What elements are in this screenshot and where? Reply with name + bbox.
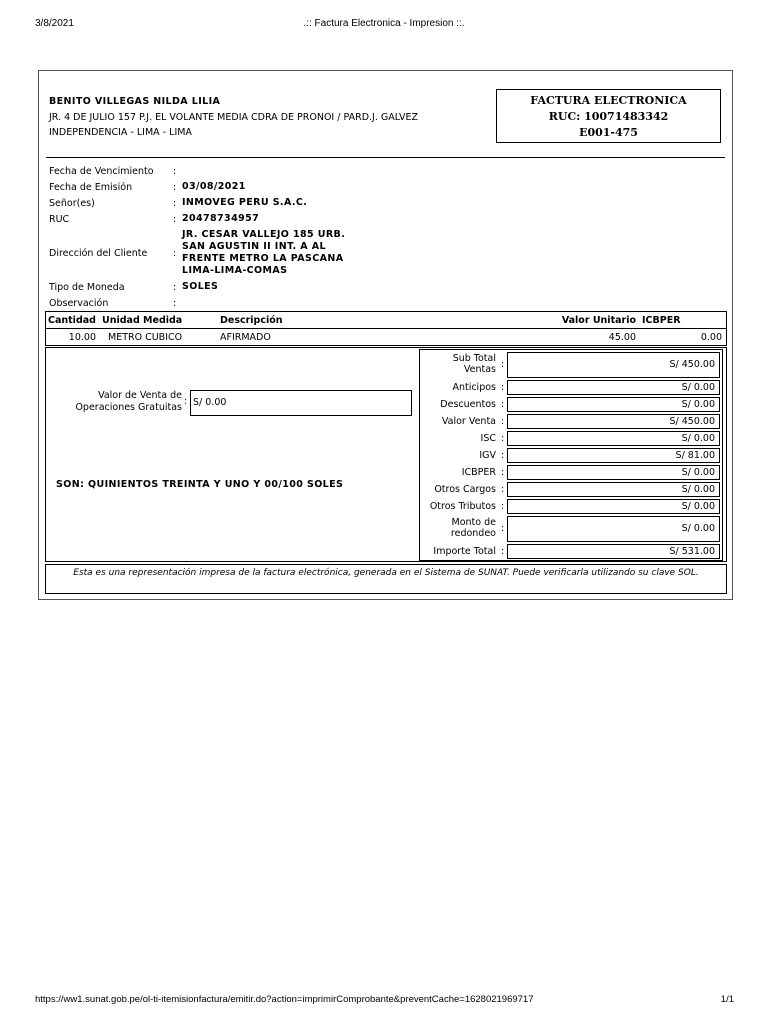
field-label: Observación [49, 297, 109, 309]
total-value: S/ 81.00 [507, 448, 720, 463]
issuer-block [49, 96, 449, 139]
field-row: Fecha de Vencimiento : [49, 165, 177, 177]
items-table [45, 311, 727, 346]
total-value: S/ 450.00 [507, 414, 720, 429]
cell-unidad: METRO CUBICO [108, 331, 183, 343]
total-row: Sub Total Ventas : S/ 450.00 [420, 352, 724, 378]
cell-icbper: 0.00 [700, 331, 722, 343]
sunat-note: Esta es una representación impresa de la factura electrónica, generada en el Sistema de SUNAT. Puede verificarla utilizando su clave SOL. [45, 564, 727, 594]
total-row: Valor Venta : S/ 450.00 [420, 414, 724, 429]
issuer-district: INDEPENDENCIA - LIMA - LIMA [49, 127, 192, 138]
field-row: Señor(es) : INMOVEG PERU S.A.C. [49, 197, 308, 209]
total-row: Importe Total : S/ 531.00 [420, 544, 724, 559]
header-descripcion: Descripción [220, 314, 283, 326]
field-value: JR. CESAR VALLEJO 185 URB. SAN AGUSTIN II INT. A AL FRENTE METRO LA PASCANA LIMA-LIMA-COMAS [182, 229, 346, 276]
total-label: Valor Venta [441, 416, 496, 427]
header-cantidad: Cantidad [48, 314, 96, 326]
invoice-fields [49, 163, 469, 311]
field-value: 03/08/2021 [182, 181, 246, 192]
total-value: S/ 0.00 [507, 465, 720, 480]
print-title: .:: Factura Electronica - Impresion ::. [303, 18, 465, 29]
header-unidad: Unidad Medida [102, 314, 183, 326]
amount-in-words: SON: QUINIENTOS TREINTA Y UNO Y 00/100 SOLES [56, 479, 344, 490]
cell-descripcion: AFIRMADO [220, 331, 271, 343]
document-number: E001-475 [579, 126, 638, 139]
table-row [46, 329, 726, 345]
total-row: ISC : S/ 0.00 [420, 431, 724, 446]
total-label: Sub Total Ventas [452, 353, 496, 375]
total-value: S/ 0.00 [507, 397, 720, 412]
total-label: Anticipos [452, 382, 496, 393]
total-value: S/ 0.00 [507, 516, 720, 542]
field-row: Tipo de Moneda : SOLES [49, 281, 219, 293]
field-row: RUC : 20478734957 [49, 213, 260, 225]
field-value: INMOVEG PERU S.A.C. [182, 197, 308, 208]
total-row: Anticipos : S/ 0.00 [420, 380, 724, 395]
gratuitas-label: Valor de Venta de Operaciones Gratuitas [75, 390, 182, 413]
gratuitas-value: S/ 0.00 [190, 390, 412, 416]
total-row: Otros Tributos : S/ 0.00 [420, 499, 724, 514]
total-row: Descuentos : S/ 0.00 [420, 397, 724, 412]
field-label: RUC [49, 213, 70, 225]
field-value: SOLES [182, 281, 219, 292]
field-label: Fecha de Vencimiento [49, 165, 154, 177]
total-value: S/ 450.00 [507, 352, 720, 378]
total-value: S/ 531.00 [507, 544, 720, 559]
field-row: Observación : [49, 297, 177, 309]
field-row: Dirección del Cliente : JR. CESAR VALLEJO 185 URB. SAN AGUSTIN II INT. A AL FRENTE METRO LA PASCANA LIMA-LIMA-COMAS [49, 229, 346, 276]
header-valor-unitario: Valor Unitario [561, 314, 636, 326]
header-icbper: ICBPER [642, 314, 681, 326]
total-label: ICBPER [461, 467, 496, 478]
items-header [46, 312, 726, 329]
field-row: Fecha de Emisión : 03/08/2021 [49, 181, 246, 193]
total-label: Otros Cargos [434, 484, 496, 495]
total-row: Monto de redondeo : S/ 0.00 [420, 516, 724, 542]
document-box [496, 89, 721, 143]
total-label: Otros Tributos [429, 501, 496, 512]
document-ruc: RUC: 10071483342 [548, 110, 669, 123]
print-url: https://ww1.sunat.gob.pe/ol-ti-itemisionfactura/emitir.do?action=imprimirComprobante&preventCache=1628021969717 [35, 994, 534, 1005]
total-value: S/ 0.00 [507, 499, 720, 514]
total-row: IGV : S/ 81.00 [420, 448, 724, 463]
print-date: 3/8/2021 [35, 18, 74, 29]
total-value: S/ 0.00 [507, 431, 720, 446]
total-row: Otros Cargos : S/ 0.00 [420, 482, 724, 497]
cell-valor-unitario: 45.00 [608, 331, 636, 343]
total-label: Monto de redondeo [450, 517, 496, 539]
field-label: Dirección del Cliente [49, 247, 148, 259]
invoice [38, 70, 733, 600]
field-label: Señor(es) [49, 197, 95, 209]
field-label: Tipo de Moneda [49, 281, 125, 293]
total-value: S/ 0.00 [507, 380, 720, 395]
document-type: FACTURA ELECTRONICA [530, 94, 687, 107]
field-value: 20478734957 [182, 213, 260, 224]
total-label: Descuentos [440, 399, 496, 410]
field-label: Fecha de Emisión [49, 181, 133, 193]
issuer-name: BENITO VILLEGAS NILDA LILIA [49, 96, 221, 107]
total-label: IGV [479, 450, 496, 461]
print-page-number: 1/1 [720, 994, 734, 1005]
cell-cantidad: 10.00 [68, 331, 96, 343]
total-value: S/ 0.00 [507, 482, 720, 497]
issuer-address: JR. 4 DE JULIO 157 P.J. EL VOLANTE MEDIA CDRA DE PRONOI / PARD.J. GALVEZ [49, 112, 418, 123]
total-row: ICBPER : S/ 0.00 [420, 465, 724, 480]
total-label: ISC [480, 433, 496, 444]
total-label: Importe Total [433, 546, 496, 557]
totals-section: Valor de Venta de Operaciones Gratuitas : S/ 0.00 SON: QUINIENTOS TREINTA Y UNO Y 00/100 SOLES Sub Total Ventas : S/ 450.00 Anticipos : S/ 0.00 Descuentos : S/ 0.00 Valor Venta : S/ 450.00 ISC : S/ 0.00 IGV : S/ 81.00 ICBPER : S/ 0.00 Otros Cargos : S/ 0.00 Otros Tributos : S/ 0.00 Monto de redondeo : S/ 0.00 Importe Total : S/ 531.00 [45, 347, 727, 562]
totals-box [419, 349, 723, 561]
divider [46, 157, 725, 158]
